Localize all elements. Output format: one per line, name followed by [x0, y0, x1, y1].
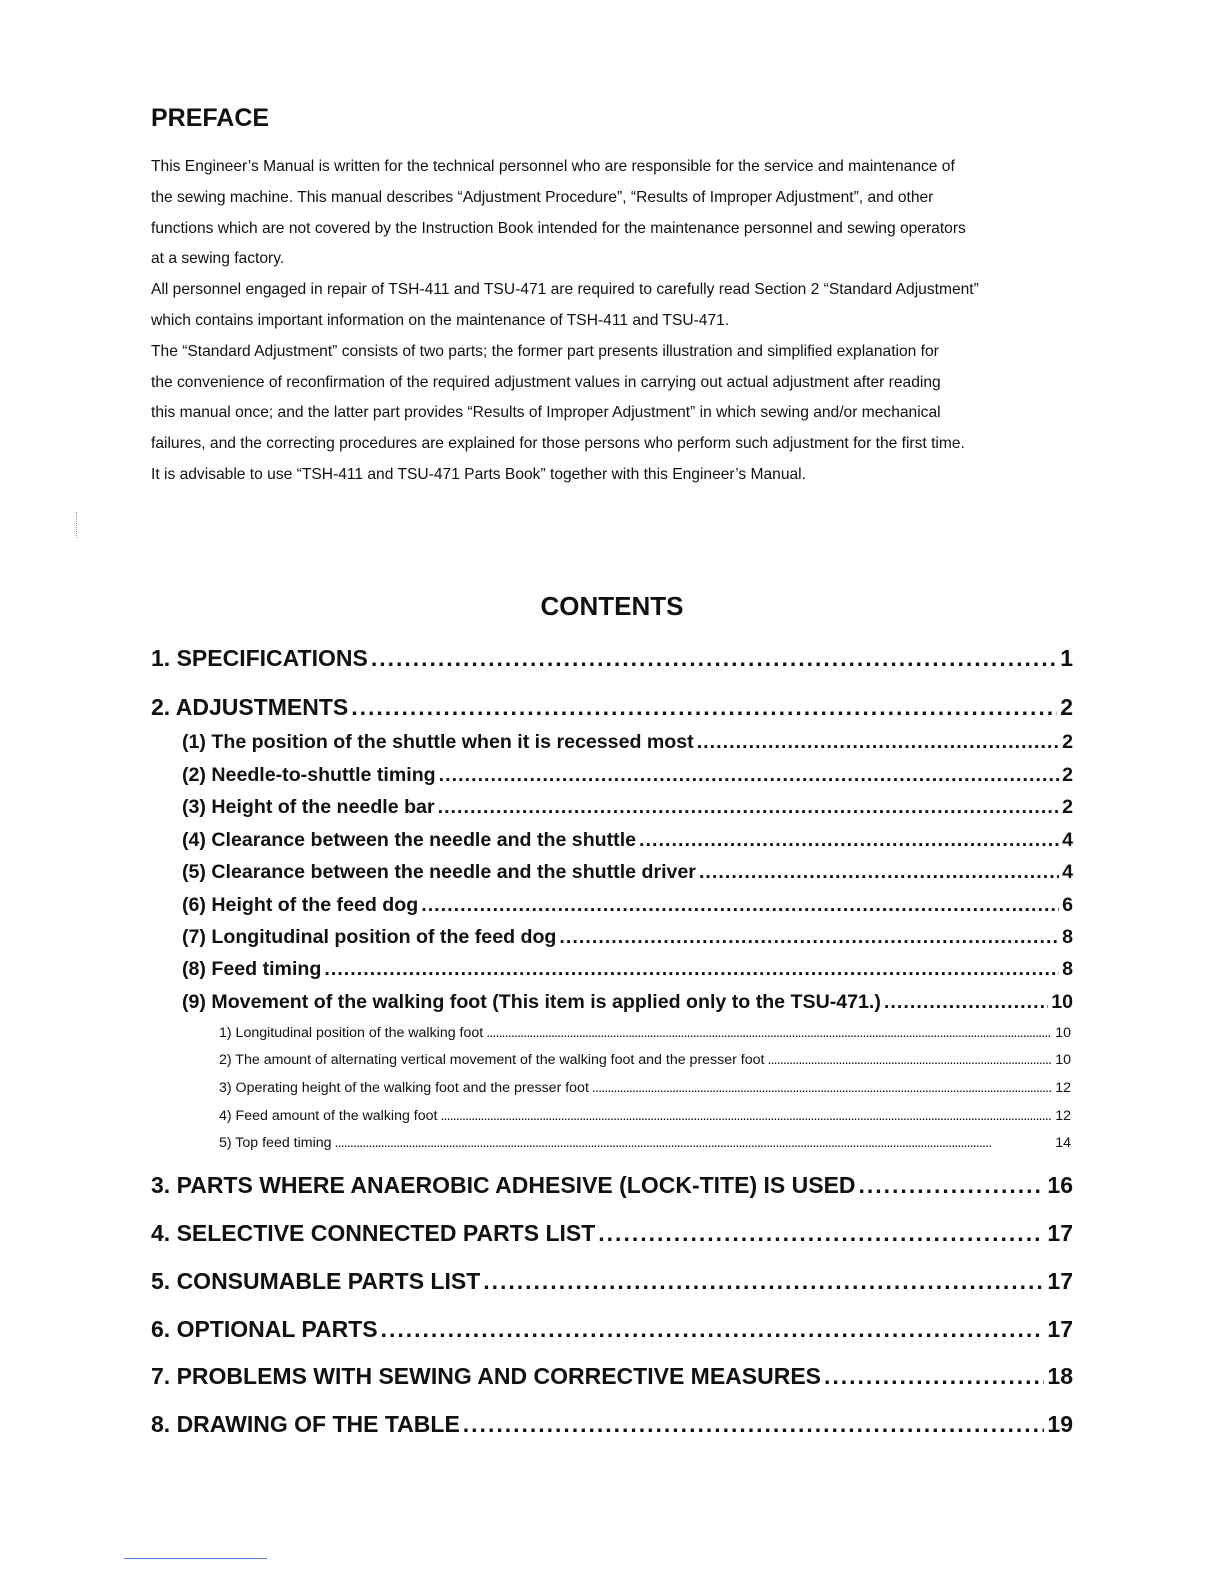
preface-line: The “Standard Adjustment” consists of two parts; the former part presents illustration and simplified explanation for [151, 342, 939, 360]
dot-leader [859, 1172, 1045, 1199]
toc-entry[interactable] [219, 1080, 1071, 1096]
preface-line: functions which are not covered by the Instruction Book intended for the maintenance personnel and sewing operators [151, 219, 966, 237]
toc-entry-page: 6 [1062, 894, 1073, 916]
toc-entry-title: 1. SPECIFICATIONS [151, 645, 368, 671]
toc-entry-page: 2 [1062, 764, 1073, 786]
dot-leader [486, 1025, 1052, 1041]
preface-heading: PREFACE [151, 104, 270, 132]
toc-entry-page: 10 [1051, 991, 1073, 1013]
dot-leader [439, 764, 1059, 787]
dot-leader [371, 645, 1057, 672]
toc-entry-title: 1) Longitudinal position of the walking foot [219, 1025, 484, 1041]
toc-entry[interactable] [219, 1052, 1071, 1068]
toc-entry-page: 16 [1047, 1172, 1073, 1198]
toc-entry[interactable] [151, 1411, 1073, 1438]
toc-entry[interactable] [219, 1135, 1071, 1151]
toc-entry[interactable] [151, 1268, 1073, 1295]
toc-entry-page: 4 [1062, 829, 1073, 851]
dot-leader [440, 1108, 1052, 1124]
toc-entry-page: 17 [1047, 1268, 1073, 1294]
preface-line: It is advisable to use “TSH-411 and TSU-471 Parts Book” together with this Engineer’s Manual. [151, 465, 806, 483]
dot-leader [639, 829, 1059, 852]
toc-entry-title: (9) Movement of the walking foot (This item is applied only to the TSU-471.) [182, 991, 881, 1013]
dot-leader [463, 1411, 1045, 1438]
toc-entry[interactable] [182, 926, 1073, 949]
toc-entry-page: 2 [1062, 796, 1073, 818]
toc-entry-page: 4 [1062, 861, 1073, 883]
dot-leader [824, 1363, 1044, 1390]
toc-entry-page: 8 [1062, 958, 1073, 980]
toc-entry-page: 2 [1062, 731, 1073, 753]
dot-leader [351, 694, 1057, 721]
toc-entry-title: 4) Feed amount of the walking foot [219, 1108, 438, 1124]
preface-line: All personnel engaged in repair of TSH-411 and TSU-471 are required to carefully read Section 2 “Standard Adjustment” [151, 281, 979, 299]
footer-rule [124, 1558, 267, 1559]
preface-line: this manual once; and the latter part provides “Results of Improper Adjustment” in which sewing and/or mechanical [151, 404, 941, 422]
toc-entry[interactable] [182, 764, 1073, 787]
toc-entry-page: 1 [1060, 645, 1073, 671]
toc-entry-page: 17 [1047, 1220, 1073, 1246]
toc-entry[interactable] [219, 1025, 1071, 1041]
toc-entry-page: 2 [1060, 694, 1073, 720]
toc-entry[interactable] [219, 1108, 1071, 1124]
toc-entry[interactable] [182, 991, 1073, 1014]
preface-line: which contains important information on the maintenance of TSH-411 and TSU-471. [151, 311, 730, 329]
toc-entry-title: (4) Clearance between the needle and the shuttle [182, 829, 637, 851]
toc-entry-title: (2) Needle-to-shuttle timing [182, 764, 436, 786]
preface-line: the sewing machine. This manual describes “Adjustment Procedure”, “Results of Improper Adjustment”, and other [151, 188, 934, 206]
toc-entry-page: 10 [1055, 1025, 1071, 1041]
toc-entry[interactable] [151, 1172, 1073, 1199]
toc-entry-title: (1) The position of the shuttle when it is recessed most [182, 731, 694, 753]
dot-leader [381, 1316, 1045, 1343]
preface-line: This Engineer’s Manual is written for the technical personnel who are responsible for the service and maintenance of [151, 158, 955, 175]
preface-line: at a sewing factory. [151, 250, 285, 268]
toc-entry[interactable] [151, 1316, 1073, 1343]
toc-entry-title: (5) Clearance between the needle and the shuttle driver [182, 861, 696, 883]
dot-leader [598, 1220, 1044, 1247]
toc-entry-page: 12 [1055, 1108, 1071, 1124]
dot-leader [421, 894, 1059, 917]
toc-entry-page: 17 [1047, 1316, 1073, 1342]
dot-leader [697, 731, 1059, 754]
dot-leader [483, 1268, 1044, 1295]
toc-entry-page: 14 [1055, 1135, 1071, 1151]
toc-entry-page: 19 [1047, 1411, 1073, 1437]
dot-leader [324, 958, 1059, 981]
preface-line: the convenience of reconfirmation of the required adjustment values in carrying out actual adjustment after reading [151, 373, 941, 391]
toc-entry-title: 3. PARTS WHERE ANAEROBIC ADHESIVE (LOCK-TITE) IS USED [151, 1172, 856, 1198]
toc-entry-title: 3) Operating height of the walking foot and the presser foot [219, 1080, 589, 1096]
dot-leader [335, 1135, 1053, 1151]
dot-leader [438, 796, 1060, 819]
toc-entry-title: 5. CONSUMABLE PARTS LIST [151, 1268, 481, 1294]
toc-entry[interactable] [151, 1220, 1073, 1247]
toc-entry-title: 2. ADJUSTMENTS [151, 694, 349, 720]
toc-entry-title: 6. OPTIONAL PARTS [151, 1316, 378, 1342]
dot-leader [699, 861, 1059, 884]
toc-entry-title: (3) Height of the needle bar [182, 796, 435, 818]
toc-entry[interactable] [182, 731, 1073, 754]
preface-line: failures, and the correcting procedures are explained for those persons who perform such adjustment for the first time. [151, 435, 965, 453]
toc-entry-page: 12 [1055, 1080, 1071, 1096]
toc-entry-title: 7. PROBLEMS WITH SEWING AND CORRECTIVE MEASURES [151, 1363, 822, 1389]
toc-entry-title: 8. DRAWING OF THE TABLE [151, 1411, 460, 1437]
dot-leader [767, 1052, 1052, 1068]
toc-entry[interactable] [151, 645, 1073, 672]
dot-leader [592, 1080, 1052, 1096]
toc-entry-page: 10 [1055, 1052, 1071, 1068]
contents-heading: CONTENTS [540, 591, 684, 621]
toc-entry[interactable] [151, 694, 1073, 721]
toc-entry[interactable] [182, 894, 1073, 917]
toc-entry[interactable] [182, 796, 1073, 819]
toc-entry-page: 18 [1047, 1363, 1073, 1389]
toc-entry[interactable] [182, 829, 1073, 852]
toc-entry-title: 5) Top feed timing [219, 1135, 332, 1151]
dot-leader [559, 926, 1059, 949]
dot-leader [884, 991, 1048, 1014]
toc-entry[interactable] [182, 861, 1073, 884]
toc-entry-title: 4. SELECTIVE CONNECTED PARTS LIST [151, 1220, 596, 1246]
toc-entry-page: 8 [1062, 926, 1073, 948]
toc-entry-title: (6) Height of the feed dog [182, 894, 419, 916]
toc-entry-title: (7) Longitudinal position of the feed dog [182, 926, 557, 948]
toc-entry[interactable] [151, 1363, 1073, 1390]
toc-entry-title: (8) Feed timing [182, 958, 322, 980]
toc-entry[interactable] [182, 958, 1073, 981]
toc-entry-title: 2) The amount of alternating vertical movement of the walking foot and the presser foot [219, 1052, 765, 1068]
